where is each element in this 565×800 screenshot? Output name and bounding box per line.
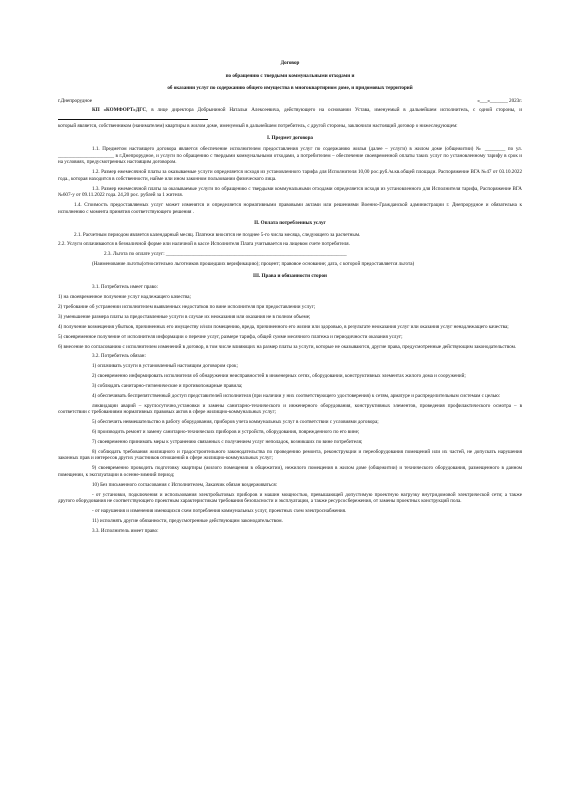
clause-2-3: 2.3. Льгота по оплате услуг: _______________________________________________________________________ bbox=[104, 251, 347, 258]
document-subtitle-2: об оказании услуг по содержанию общего имущества в многоквартирном доме, и придомовых территорий bbox=[167, 85, 413, 91]
intro-paragraph bbox=[58, 107, 522, 120]
city-label: г.Днепрорудное bbox=[58, 97, 92, 104]
section-2-heading: II. Оплата потребленных услуг bbox=[254, 220, 326, 227]
right-item-2: 2) требование об устранении исполнителем выявленных недостатков по вине исполнителя при предоставлении услуг; bbox=[58, 304, 316, 311]
duty-item-7: 7) своевременно принимать меры к устранению связанных с получением услуг неполадок, возникших по вине потребителя; bbox=[92, 439, 363, 446]
right-item-3: 3) уменьшение размера платы за предоставленные услуги в случае их неоказания или оказания не в полном объеме; bbox=[58, 313, 311, 320]
document-title: Договор bbox=[280, 60, 300, 66]
duty-item-4-detail: ликвидации аварий – круглосуточно,установки и замены санитарно-технического и инженерного оборудования, конструктивных элементов, проведения профилактического осмотра – в соответствии с требованиями нормативных правовых актов в сфере жилищно-коммунальных услуг; bbox=[58, 402, 522, 416]
right-item-6: 6) внесение по согласованию с исполнителем изменений в договор, в том числе влияющих на размер платы за услуги, которые не оказываются, другие права, предусмотренные действующим законодательством. bbox=[58, 343, 517, 350]
duty-item-3: 3) соблюдать санитарно-гигиенические и противопожарные правила; bbox=[92, 383, 243, 390]
clause-1-1: 1.1. Предметом настоящего договора является обеспечение исполнителем предоставления услуг по содержанию жилья (далее – услуги) в жилом доме (общежитии) № ________ по ул. ______________________ в г.Днепрорудное, и услуги по обращению с твердыми коммунальными отходами, а потребителем – обеспечение своевременной оплаты таких услуг по установленному тарифу в срок и на условиях, предусмотренных настоящим договором. bbox=[58, 146, 522, 166]
right-item-1: 1) на своевременное получение услуг надлежащего качества; bbox=[58, 294, 191, 301]
duty-item-2: 2) своевременно информировать исполнителя об обнаружении неисправностей в инженерных сетях, оборудовании, конструктивных элементах жилого дома и сооружений; bbox=[92, 373, 466, 380]
duty-item-8: 8) соблюдать требования жилищного и градостроительного законодательства по проведению ремонта, реконструкции и переоборудования помещений или их частей, не допускать нарушения законных прав и интересов других участников отношений в сфере жилищно-коммунальных услуг; bbox=[58, 448, 522, 462]
clause-2-2: 2.2. Услуги оплачиваются в безналичной форме или наличной в кассе Исполнителя Плата учитывается на лицевом счете потребителя. bbox=[58, 241, 350, 248]
duty-item-11: 11) исполнять другие обязанности, предусмотренные действующим законодательством. bbox=[92, 517, 283, 524]
duty-item-10-a: - от установки, подключения и использования электробытовых приборов и машин мощностью, превышающей допустимую проектную нагрузку внутридомовой электрической сети; а также другого оборудования не соответствующего проектным характеристикам требования безопасности и эксплуатации, а также ресурсосбережения, от замены проектных конструкций пола. bbox=[58, 491, 522, 505]
clause-3-2: 3.2. Потребитель обязан: bbox=[92, 353, 146, 360]
place-date-row bbox=[58, 98, 522, 105]
duty-item-6: 6) производить ремонт и замену санитарно-технических приборов и устройств, оборудования, поврежденного по его вине; bbox=[92, 429, 360, 436]
intro-paragraph-2: который является, собственником (нанимателем) квартиры в жилом доме, именуемый в дальнейшем потребитель, с другой стороны, заключили настоящий договор о нижеследующем: bbox=[58, 123, 458, 130]
right-item-5: 5) своевременное получение от исполнителя информации о перечне услуг, размере тарифа, общей сумме месячного платежа и периодичности оказания услуг; bbox=[58, 333, 403, 340]
clause-3-1: 3.1. Потребитель имеет право: bbox=[92, 284, 158, 291]
intro-text: , в лице директора Добрыниной Натальи Алексеевича, действующего на основании Устава, именуемый в дальнейшем исполнитель, с одной стороны, и bbox=[146, 107, 522, 113]
duty-item-10: 10) Без письменного согласования с Исполнителем, Заказчик обязан воздерживаться: bbox=[92, 481, 278, 488]
duty-item-4: 4) обеспечивать беспрепятственный доступ представителей исполнителя (при наличии у них соответствующего удостоверения) к сетям, арматуре и распределительным системам с целью: bbox=[92, 393, 501, 400]
clause-2-1: 2.1. Расчетным периодом является календарный месяц. Платежи вносятся не позднее 5-го числа месяца, следующего за расчетным. bbox=[74, 231, 361, 238]
duty-item-10-b: - от нарушения и изменения имеющихся схем потребления коммунальных услуг, проектных схем электроснабжения. bbox=[92, 508, 347, 515]
contract-date: «___»_______ 2023г. bbox=[477, 97, 522, 104]
duty-item-9: 9) своевременно проводить подготовку квартиры (жилого помещения в общежитии), нежилого помещения в жилом доме (общежитии) и технического оборудования, размещенного в данном помещении, к эксплуатации в осенне-зимний период; bbox=[58, 465, 522, 478]
section-3-heading: III. Права и обязанности сторон bbox=[253, 272, 327, 279]
section-1-heading: I. Предмет договора bbox=[267, 134, 313, 141]
name-blank-line bbox=[58, 114, 208, 120]
right-item-4: 4) получение возмещения убытков, причиненных его имуществу и/или помещению, вреда, причиненного его жизни или здоровью, в результате неоказания услуг или оказания услуг ненадлежащего качества; bbox=[58, 323, 509, 330]
clause-2-3-note: (Наименование льготы(относительно льготников прошедших верификацию); процент; правовое основание; дата, с которой предоставляется льгота) bbox=[92, 261, 415, 268]
clause-1-4: 1.4. Стоимость предоставляемых услуг может изменятся и определяется нормативными правовыми актами или решениями Военно-Гражданской администрации г. Днепрорудное и обязательна к исполнению с момента принятия соответствующего решения . bbox=[58, 202, 522, 215]
company-name: КП «КОМФОРТ»ДГС bbox=[92, 107, 147, 113]
duty-item-1: 1) оплачивать услуги в установленный настоящим договором срок; bbox=[92, 363, 238, 370]
clause-1-2: 1.2. Размер ежемесячной платы за оказываемые услуги определяется исходя из установленного тарифа для Исполнителя 10,00 рос.руб./м.кв.общей площади. Распоряжение ВГА №47 от 03.10.2022 года., которая находится в собственности, наймe или ином законном пользовании физического лица. bbox=[58, 169, 522, 182]
duty-item-5: 5) обеспечить невмешательство в работу оборудования, приборов учета коммунальных услуг в соответствии с условиями договора; bbox=[92, 419, 379, 426]
clause-3-3: 3.3. Исполнитель имеет право: bbox=[92, 527, 159, 534]
clause-1-3: 1.3. Размер ежемесячной платы за оказываемые услуги по обращению с твердыми коммунальными отходами определяется исходя из установленного для Исполнителя тарифа, Распоряжение ВГА №607-у от 09.11.2022 года. 24,20 рос. рублей за 1 жителя. bbox=[58, 185, 522, 199]
document-subtitle-1: по обращению с твердыми коммунальными отходами и bbox=[225, 72, 355, 79]
